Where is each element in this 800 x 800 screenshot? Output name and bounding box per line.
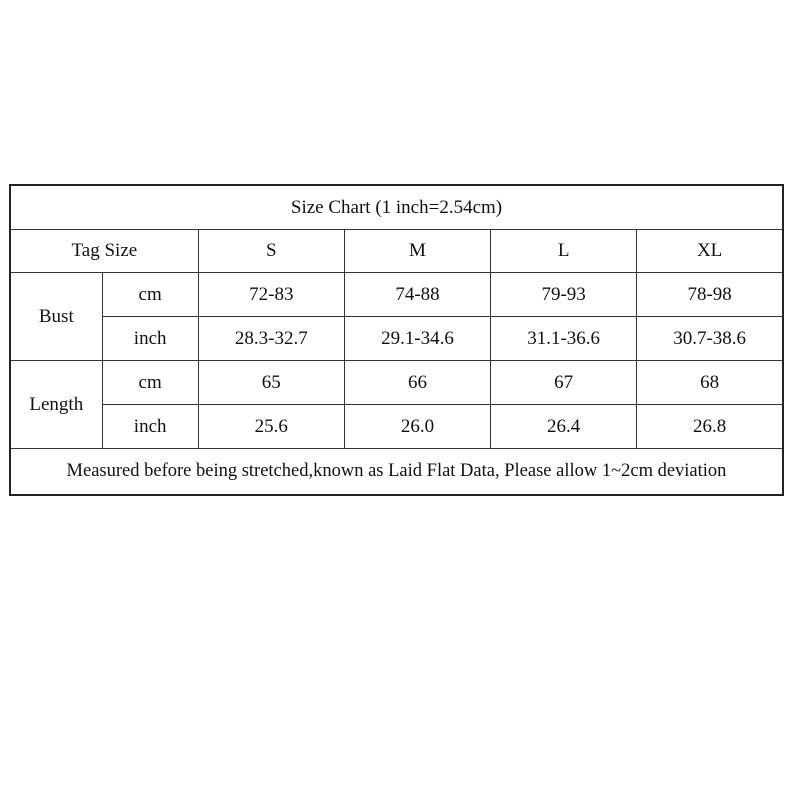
table-cell: 66 [344, 361, 490, 405]
table-cell: 65 [198, 361, 344, 405]
measure-label-length: Length [10, 361, 102, 449]
unit-label: cm [102, 361, 198, 405]
unit-label: cm [102, 273, 198, 317]
table-cell: 78-98 [637, 273, 783, 317]
table-cell: 31.1-36.6 [491, 317, 637, 361]
size-header-m: M [344, 230, 490, 273]
table-cell: 29.1-34.6 [344, 317, 490, 361]
chart-title: Size Chart (1 inch=2.54cm) [10, 185, 783, 230]
measure-label-bust: Bust [10, 273, 102, 361]
table-cell: 25.6 [198, 405, 344, 449]
table-cell: 72-83 [198, 273, 344, 317]
table-row [10, 361, 783, 405]
size-chart-table [9, 184, 784, 496]
note-row [10, 449, 783, 496]
table-row [10, 273, 783, 317]
table-cell: 74-88 [344, 273, 490, 317]
table-cell: 26.0 [344, 405, 490, 449]
unit-label: inch [102, 405, 198, 449]
table-cell: 68 [637, 361, 783, 405]
title-row [10, 185, 783, 230]
table-row [10, 405, 783, 449]
measurement-note: Measured before being stretched,known as Laid Flat Data, Please allow 1~2cm deviation [10, 449, 783, 496]
table-cell: 28.3-32.7 [198, 317, 344, 361]
size-header-s: S [198, 230, 344, 273]
table-cell: 30.7-38.6 [637, 317, 783, 361]
tag-size-header: Tag Size [10, 230, 198, 273]
table-cell: 26.4 [491, 405, 637, 449]
header-row [10, 230, 783, 273]
size-header-l: L [491, 230, 637, 273]
table-row [10, 317, 783, 361]
size-header-xl: XL [637, 230, 783, 273]
unit-label: inch [102, 317, 198, 361]
table-cell: 67 [491, 361, 637, 405]
table-cell: 26.8 [637, 405, 783, 449]
table-cell: 79-93 [491, 273, 637, 317]
